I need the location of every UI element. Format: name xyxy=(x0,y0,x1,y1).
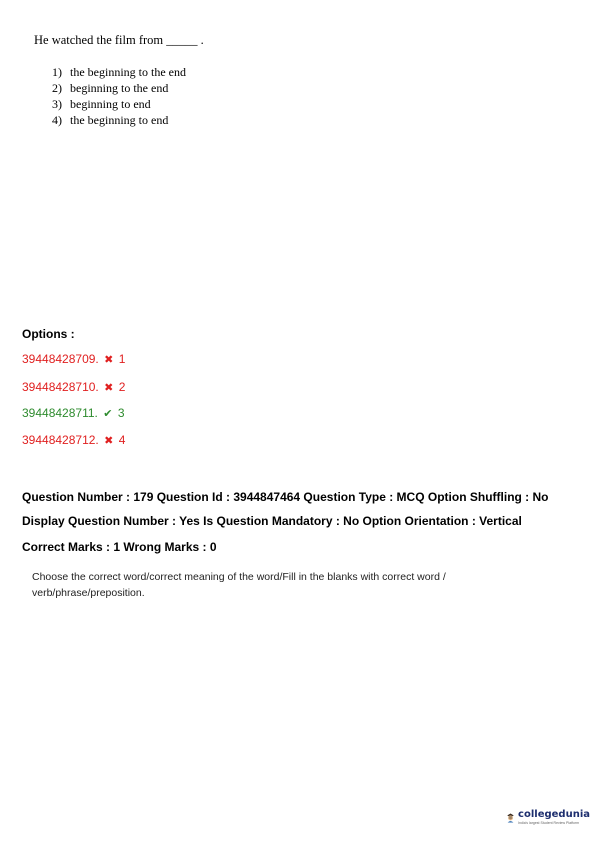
option-row xyxy=(22,352,125,366)
cross-icon: ✖ xyxy=(104,353,114,366)
question-instruction: Choose the correct word/correct meaning of the word/Fill in the blanks with correct word / verb/phrase/preposition. xyxy=(32,571,446,599)
choice-number: 1) xyxy=(52,65,62,79)
question-stem: He watched the film from _____ . xyxy=(34,33,204,47)
choice-text: beginning to the end xyxy=(70,81,169,95)
question-choices-list xyxy=(52,64,186,128)
choice-text: beginning to end xyxy=(70,97,151,111)
choice-text: the beginning to the end xyxy=(70,65,186,79)
check-icon: ✔ xyxy=(103,407,113,420)
option-value: 1 xyxy=(118,352,126,366)
option-value: 4 xyxy=(118,433,126,447)
question-meta-line-3: Correct Marks : 1 Wrong Marks : 0 xyxy=(22,540,217,554)
collegedunia-logo xyxy=(506,804,590,832)
choice-number: 3) xyxy=(52,97,62,111)
cross-icon: ✖ xyxy=(104,434,114,447)
option-value: 2 xyxy=(118,380,126,394)
choice-item xyxy=(52,80,186,96)
question-meta-line-2: Display Question Number : Yes Is Question Mandatory : No Option Orientation : Vertical xyxy=(22,514,522,528)
choice-item xyxy=(52,64,186,80)
question-meta-line-1: Question Number : 179 Question Id : 3944847464 Question Type : MCQ Option Shuffling : No xyxy=(22,490,549,504)
mascot-icon xyxy=(506,806,515,830)
logo-name: collegedunia xyxy=(518,809,590,821)
choice-number: 2) xyxy=(52,81,62,95)
choice-item xyxy=(52,112,186,128)
option-id: 39448428711. xyxy=(22,406,98,420)
choice-number: 4) xyxy=(52,113,62,127)
choice-item xyxy=(52,96,186,112)
choice-text: the beginning to end xyxy=(70,113,169,127)
option-row xyxy=(22,380,125,394)
option-row-correct xyxy=(22,406,125,420)
option-row xyxy=(22,433,125,447)
option-value: 3 xyxy=(117,406,125,420)
cross-icon: ✖ xyxy=(104,381,114,394)
options-heading: Options : xyxy=(22,327,75,341)
option-id: 39448428709. xyxy=(22,352,99,366)
logo-tagline: India's largest Student Review Platform xyxy=(518,821,580,826)
option-id: 39448428712. xyxy=(22,433,99,447)
option-id: 39448428710. xyxy=(22,380,99,394)
